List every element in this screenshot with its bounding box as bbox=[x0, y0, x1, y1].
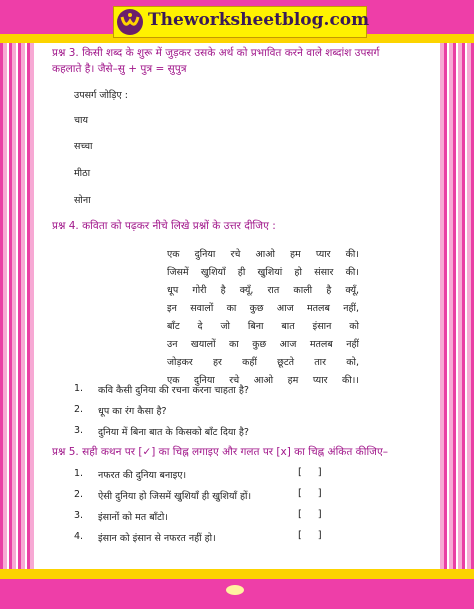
answer-bracket[interactable]: [ ] bbox=[298, 488, 322, 499]
q5-title: प्रश्न 5. सही कथन पर [✓] का चिह्न लगाइए और गलत पर [x] का चिह्न अंकित कीजिए– bbox=[52, 446, 389, 458]
bottom-yellow-band bbox=[0, 569, 474, 579]
poem-line: इन सवालों का कुछ आज मतलब नहीं, bbox=[167, 303, 359, 314]
q3-word: सच्चा bbox=[74, 141, 93, 152]
left-stripe-border bbox=[0, 0, 36, 609]
q3-word: चाय bbox=[74, 115, 89, 126]
poem-line: जिसमें खुशियाँ ही खुशियां हो संसार की। bbox=[167, 267, 359, 278]
q5-item-num: 2. bbox=[74, 489, 84, 500]
q5-item-text: इंसान को इंसान से नफरत नहीं हो। bbox=[98, 533, 216, 544]
right-stripe-border bbox=[438, 0, 474, 609]
poem-line: जोड़कर हर कहीं छूटते तार को, bbox=[167, 357, 359, 368]
q3-instruction: उपसर्ग जोड़िए : bbox=[74, 90, 128, 101]
q3-word: सोना bbox=[74, 195, 91, 206]
site-header bbox=[113, 6, 370, 38]
q4-question-text: कवि कैसी दुनिया की रचना करना चाहता है? bbox=[98, 385, 249, 396]
q5-item-num: 1. bbox=[74, 468, 84, 479]
poem-line: एक दुनिया रचे आओ हम प्यार की। bbox=[167, 249, 359, 260]
q4-question-num: 1. bbox=[74, 383, 84, 394]
q5-item-text: इंसानों को मत बाँटो। bbox=[98, 512, 168, 523]
q5-item-num: 3. bbox=[74, 510, 84, 521]
answer-bracket[interactable]: [ ] bbox=[298, 509, 322, 520]
poem-line: धूप गोरी है क्यूँ, रात काली है क्यूँ, bbox=[167, 285, 359, 296]
site-title: Theworksheetblog.com bbox=[148, 10, 370, 30]
answer-bracket[interactable]: [ ] bbox=[298, 530, 322, 541]
poem-line: उन खयालों का कुछ आज मतलब नहीं bbox=[167, 339, 359, 350]
q5-item-text: ऐसी दुनिया हो जिसमें खुशियाँ ही खुशियाँ हों। bbox=[98, 491, 252, 502]
footer-oval-decoration bbox=[226, 585, 244, 595]
q4-title: प्रश्न 4. कविता को पढ़कर नीचे लिखे प्रश्नों के उत्तर दीजिए : bbox=[52, 220, 276, 232]
poem-line: बाँट दे जो बिना बात इंसान को bbox=[167, 321, 359, 332]
logo-icon bbox=[117, 9, 143, 35]
poem-line: एक दुनिया रचे आओ हम प्यार की।। bbox=[167, 375, 359, 386]
q5-item-num: 4. bbox=[74, 531, 84, 542]
q4-question-text: दुनिया में बिना बात के किसको बाँट दिया है? bbox=[98, 427, 249, 438]
q3-line1: प्रश्न 3. किसी शब्द के शुरू में जुड़कर उसके अर्थ को प्रभावित करने वाले शब्दांश उपसर्ग bbox=[52, 47, 380, 59]
q3-word: मीठा bbox=[74, 168, 91, 179]
worksheet-content bbox=[42, 43, 434, 568]
q4-question-text: धूप का रंग कैसा है? bbox=[98, 406, 167, 417]
q4-question-num: 2. bbox=[74, 404, 84, 415]
q4-question-num: 3. bbox=[74, 425, 84, 436]
q5-item-text: नफरत की दुनिया बनाइए। bbox=[98, 470, 187, 481]
q3-line2: कहलाते है। जैसे–सु + पुत्र = सुपुत्र bbox=[52, 63, 187, 75]
answer-bracket[interactable]: [ ] bbox=[298, 467, 322, 478]
